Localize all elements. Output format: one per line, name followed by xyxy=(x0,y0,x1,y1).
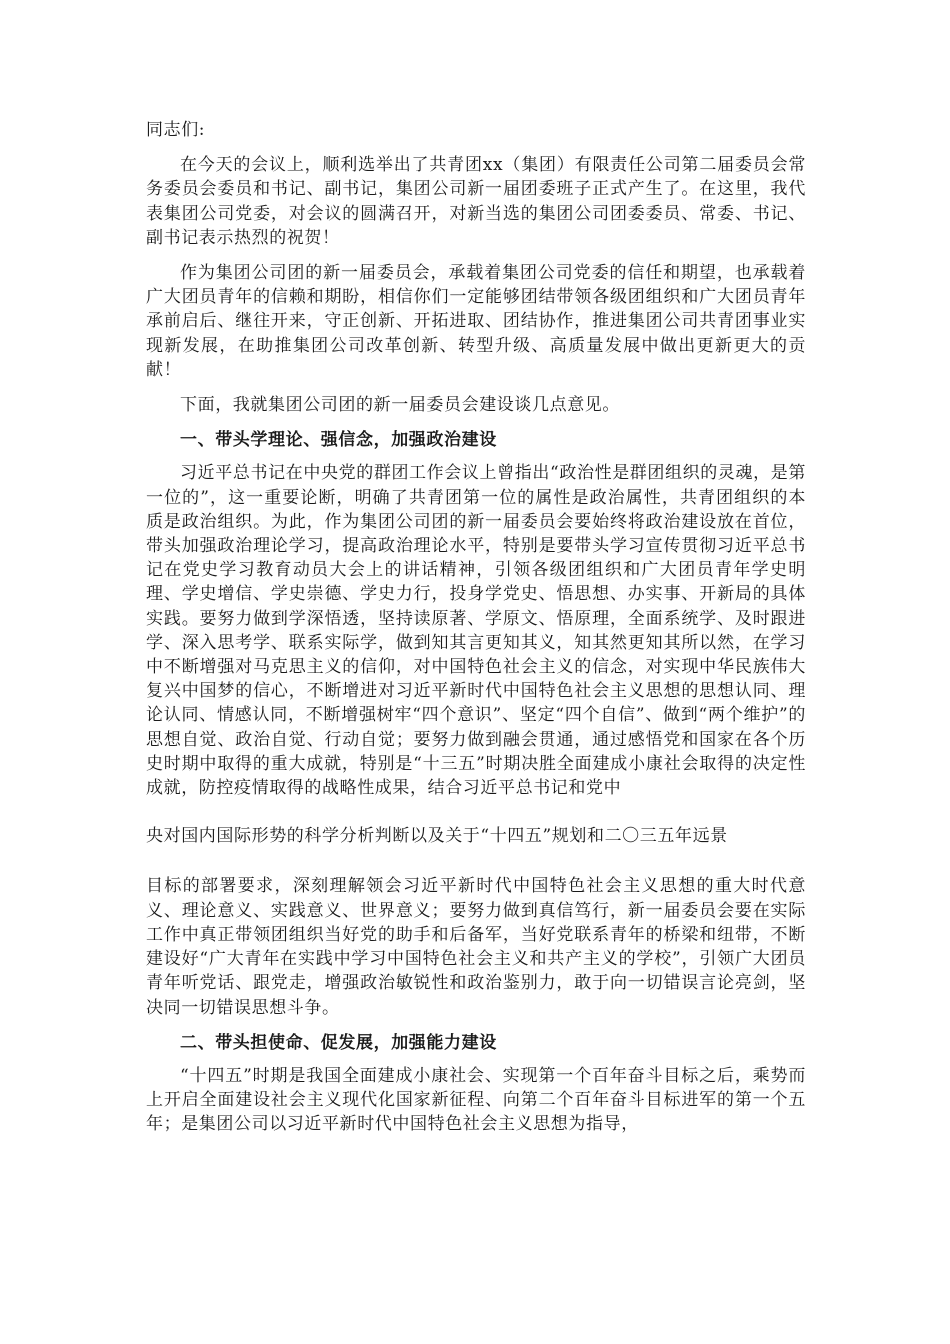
section1-paragraph-continued: 目标的部署要求，深刻理解领会习近平新时代中国特色社会主义思想的重大时代意义、理论意义、实践意义、世界意义；要努力做到真信笃行，新一届委员会要在实际工作中真正带领团组织当好党的助手和后备军，当好党联系青年的桥梁和纽带，不断建设好“广大青年在实践中学习中国特色社会主义和共产主义的学校”，引领广大团员青年听党话、跟党走，增强政治敏锐性和政治鉴别力，敢于向一切错误言论亮剑，坚决同一切错误思想斗争。 xyxy=(146,876,806,1018)
section-heading-capability-building: 二、带头担使命、促发展，加强能力建设 xyxy=(180,1032,497,1053)
document-page xyxy=(146,118,806,1137)
section1-paragraph: 习近平总书记在中央党的群团工作会议上曾指出“政治性是群团组织的灵魂，是第一位的”，这一重要论断，明确了共青团第一位的属性是政治属性，共青团组织的本质是政治组织。为此，作为集团公司团的新一届委员会要始终将政治建设放在首位，带头加强政治理论学习，提高政治理论水平，特别是要带头学习宣传贯彻习近平总书记在党史学习教育动员大会上的讲话精神，引领各级团组织和广大团员青年学史明理、学史增信、学史崇德、学史力行，投身学党史、悟思想、办实事、开新局的具体实践。要努力做到学深悟透，坚持读原著、学原文、悟原理，全面系统学、及时跟进学、深入思考学、联系实际学，做到知其言更知其义，知其然更知其所以然，在学习中不断增强对马克思主义的信仰，对中国特色社会主义的信念，对实现中华民族伟大复兴中国梦的信心，不断增进对习近平新时代中国特色社会主义思想的思想认同、理论认同、情感认同，不断增强树牢“四个意识”、坚定“四个自信”、做到“两个维护”的思想自觉、政治自觉、行动自觉；要努力做到融会贯通，通过感悟党和国家在各个历史时期中取得的重大成就，特别是“十三五”时期决胜全面建成小康社会取得的决定性成就，防控疫情取得的战略性成果，结合习近平总书记和党中 xyxy=(146,463,806,799)
paragraph-expectation: 作为集团公司团的新一届委员会，承载着集团公司党委的信任和期望，也承载着广大团员青年的信赖和期盼，相信你们一定能够团结带领各级团组织和广大团员青年承前启后、继往开来，守正创新、开拓进取、团结协作，推进集团公司共青团事业实现新发展，在助推集团公司改革创新、转型升级、高质量发展中做出更新更大的贡献！ xyxy=(146,263,806,380)
paragraph-congratulation: 在今天的会议上，顺利选举出了共青团xx（集团）有限责任公司第二届委员会常务委员会委员和书记、副书记，集团公司新一届团委班子正式产生了。在这里，我代表集团公司党委，对会议的圆满召开，对新当选的集团公司团委委员、常委、书记、副书记表示热烈的祝贺！ xyxy=(146,155,806,248)
salutation: 同志们: xyxy=(146,120,206,140)
section2-paragraph: “十四五”时期是我国全面建成小康社会、实现第一个百年奋斗目标之后，乘势而上开启全面建设社会主义现代化国家新征程、向第二个百年奋斗目标进军的第一个五年；是集团公司以习近平新时代中国特色社会主义思想为指导， xyxy=(146,1065,806,1135)
paragraph-intro: 下面，我就集团公司团的新一届委员会建设谈几点意见。 xyxy=(180,395,620,416)
section1-paragraph-continued-line: 央对国内国际形势的科学分析判断以及关于“十四五”规划和二〇三五年远景 xyxy=(146,826,728,847)
section-heading-political-building: 一、带头学理论、强信念，加强政治建设 xyxy=(180,430,497,451)
